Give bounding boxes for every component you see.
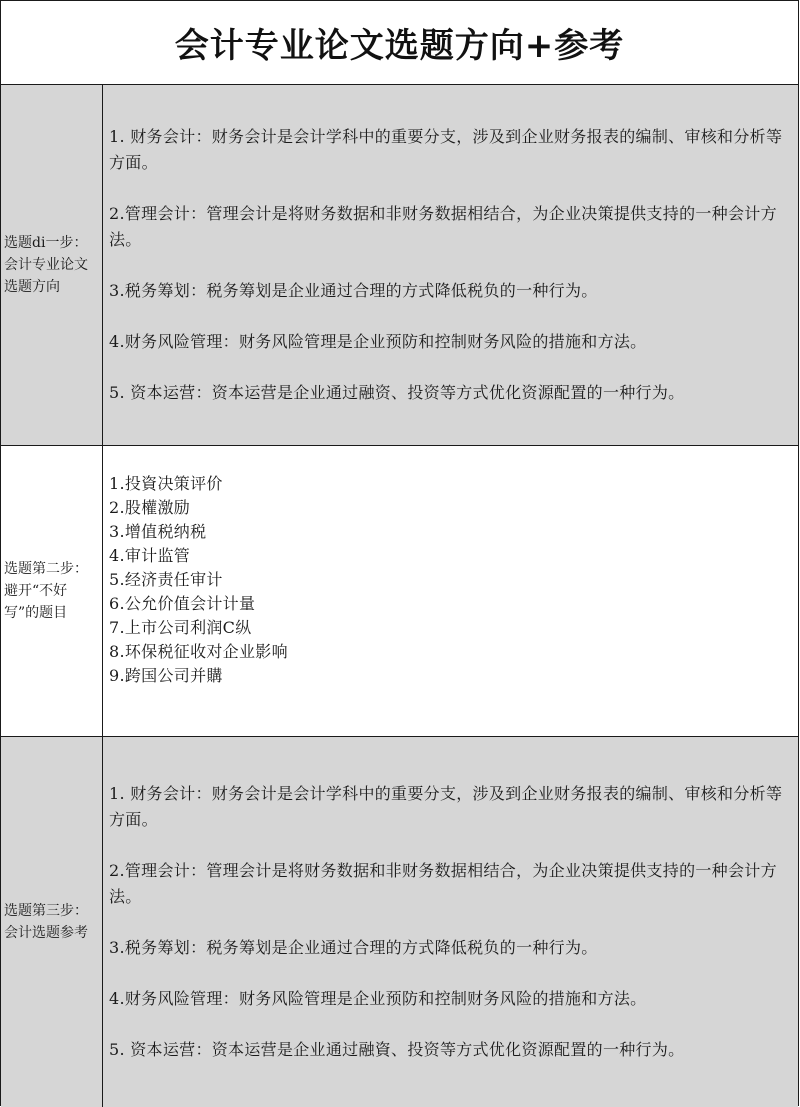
- section-content-2: [103, 446, 798, 736]
- section-label-3: 选题第三步：会计选题参考: [1, 737, 103, 1107]
- section-label-2: 选题第二步：避开“不好写”的题目: [1, 446, 103, 736]
- paragraph: 3.税务筹划：税务筹划是企业通过合理的方式降低税负的一种行为。: [109, 938, 598, 957]
- paragraph-list: [109, 781, 794, 1063]
- section-label-1: 选题di一步：会计专业论文选题方向: [1, 85, 103, 445]
- list-item: 7.上市公司利润C纵: [109, 618, 252, 637]
- list-item: 5.经济责任审计: [109, 570, 223, 589]
- section-content-1: [103, 85, 798, 445]
- section-row-1: [1, 85, 798, 446]
- paragraph: 1. 财务会计：财务会计是会计学科中的重要分支，涉及到企业财务报表的编制、审核和分析等方面。: [109, 127, 783, 172]
- list-item: 8.环保税征收对企业影响: [109, 642, 288, 661]
- paragraph: 2.管理会计：管理会计是将财务数据和非财务数据相结合，为企业决策提供支持的一种会计方法。: [109, 861, 777, 906]
- paragraph: 1. 财务会计：财务会计是会计学科中的重要分支，涉及到企业财务报表的编制、审核和分析等方面。: [109, 784, 783, 829]
- title-row: [1, 1, 798, 85]
- section-row-2: [1, 446, 798, 737]
- paragraph: 5. 资本运营：资本运营是企业通过融資、投资等方式优化资源配置的一种行为。: [109, 1040, 685, 1059]
- section-row-3: [1, 737, 798, 1107]
- section-content-3: [103, 737, 798, 1107]
- paragraph: 2.管理会计：管理会计是将财务数据和非财务数据相结合，为企业决策提供支持的一种会计方法。: [109, 204, 777, 249]
- topic-list: [109, 446, 288, 688]
- paragraph: 4.财务风险管理：财务风险管理是企业预防和控制财务风险的措施和方法。: [109, 332, 647, 351]
- list-item: 6.公允价值会计计量: [109, 594, 256, 613]
- list-item: 3.增值税纳税: [109, 522, 207, 541]
- list-item: 2.股權激励: [109, 498, 191, 517]
- paragraph: 5. 资本运营：资本运营是企业通过融资、投资等方式优化资源配置的一种行为。: [109, 383, 685, 402]
- list-item: 1.投資决策评价: [109, 474, 223, 493]
- list-item: 4.审计监管: [109, 546, 191, 565]
- page-title: 会计专业论文选题方向+参考: [174, 26, 625, 66]
- paragraph: 3.税务筹划：税务筹划是企业通过合理的方式降低税负的一种行为。: [109, 281, 598, 300]
- paragraph: 4.财务风险管理：财务风险管理是企业预防和控制财务风险的措施和方法。: [109, 989, 647, 1008]
- paragraph-list: [109, 124, 794, 406]
- list-item: 9.跨国公司并購: [109, 666, 223, 685]
